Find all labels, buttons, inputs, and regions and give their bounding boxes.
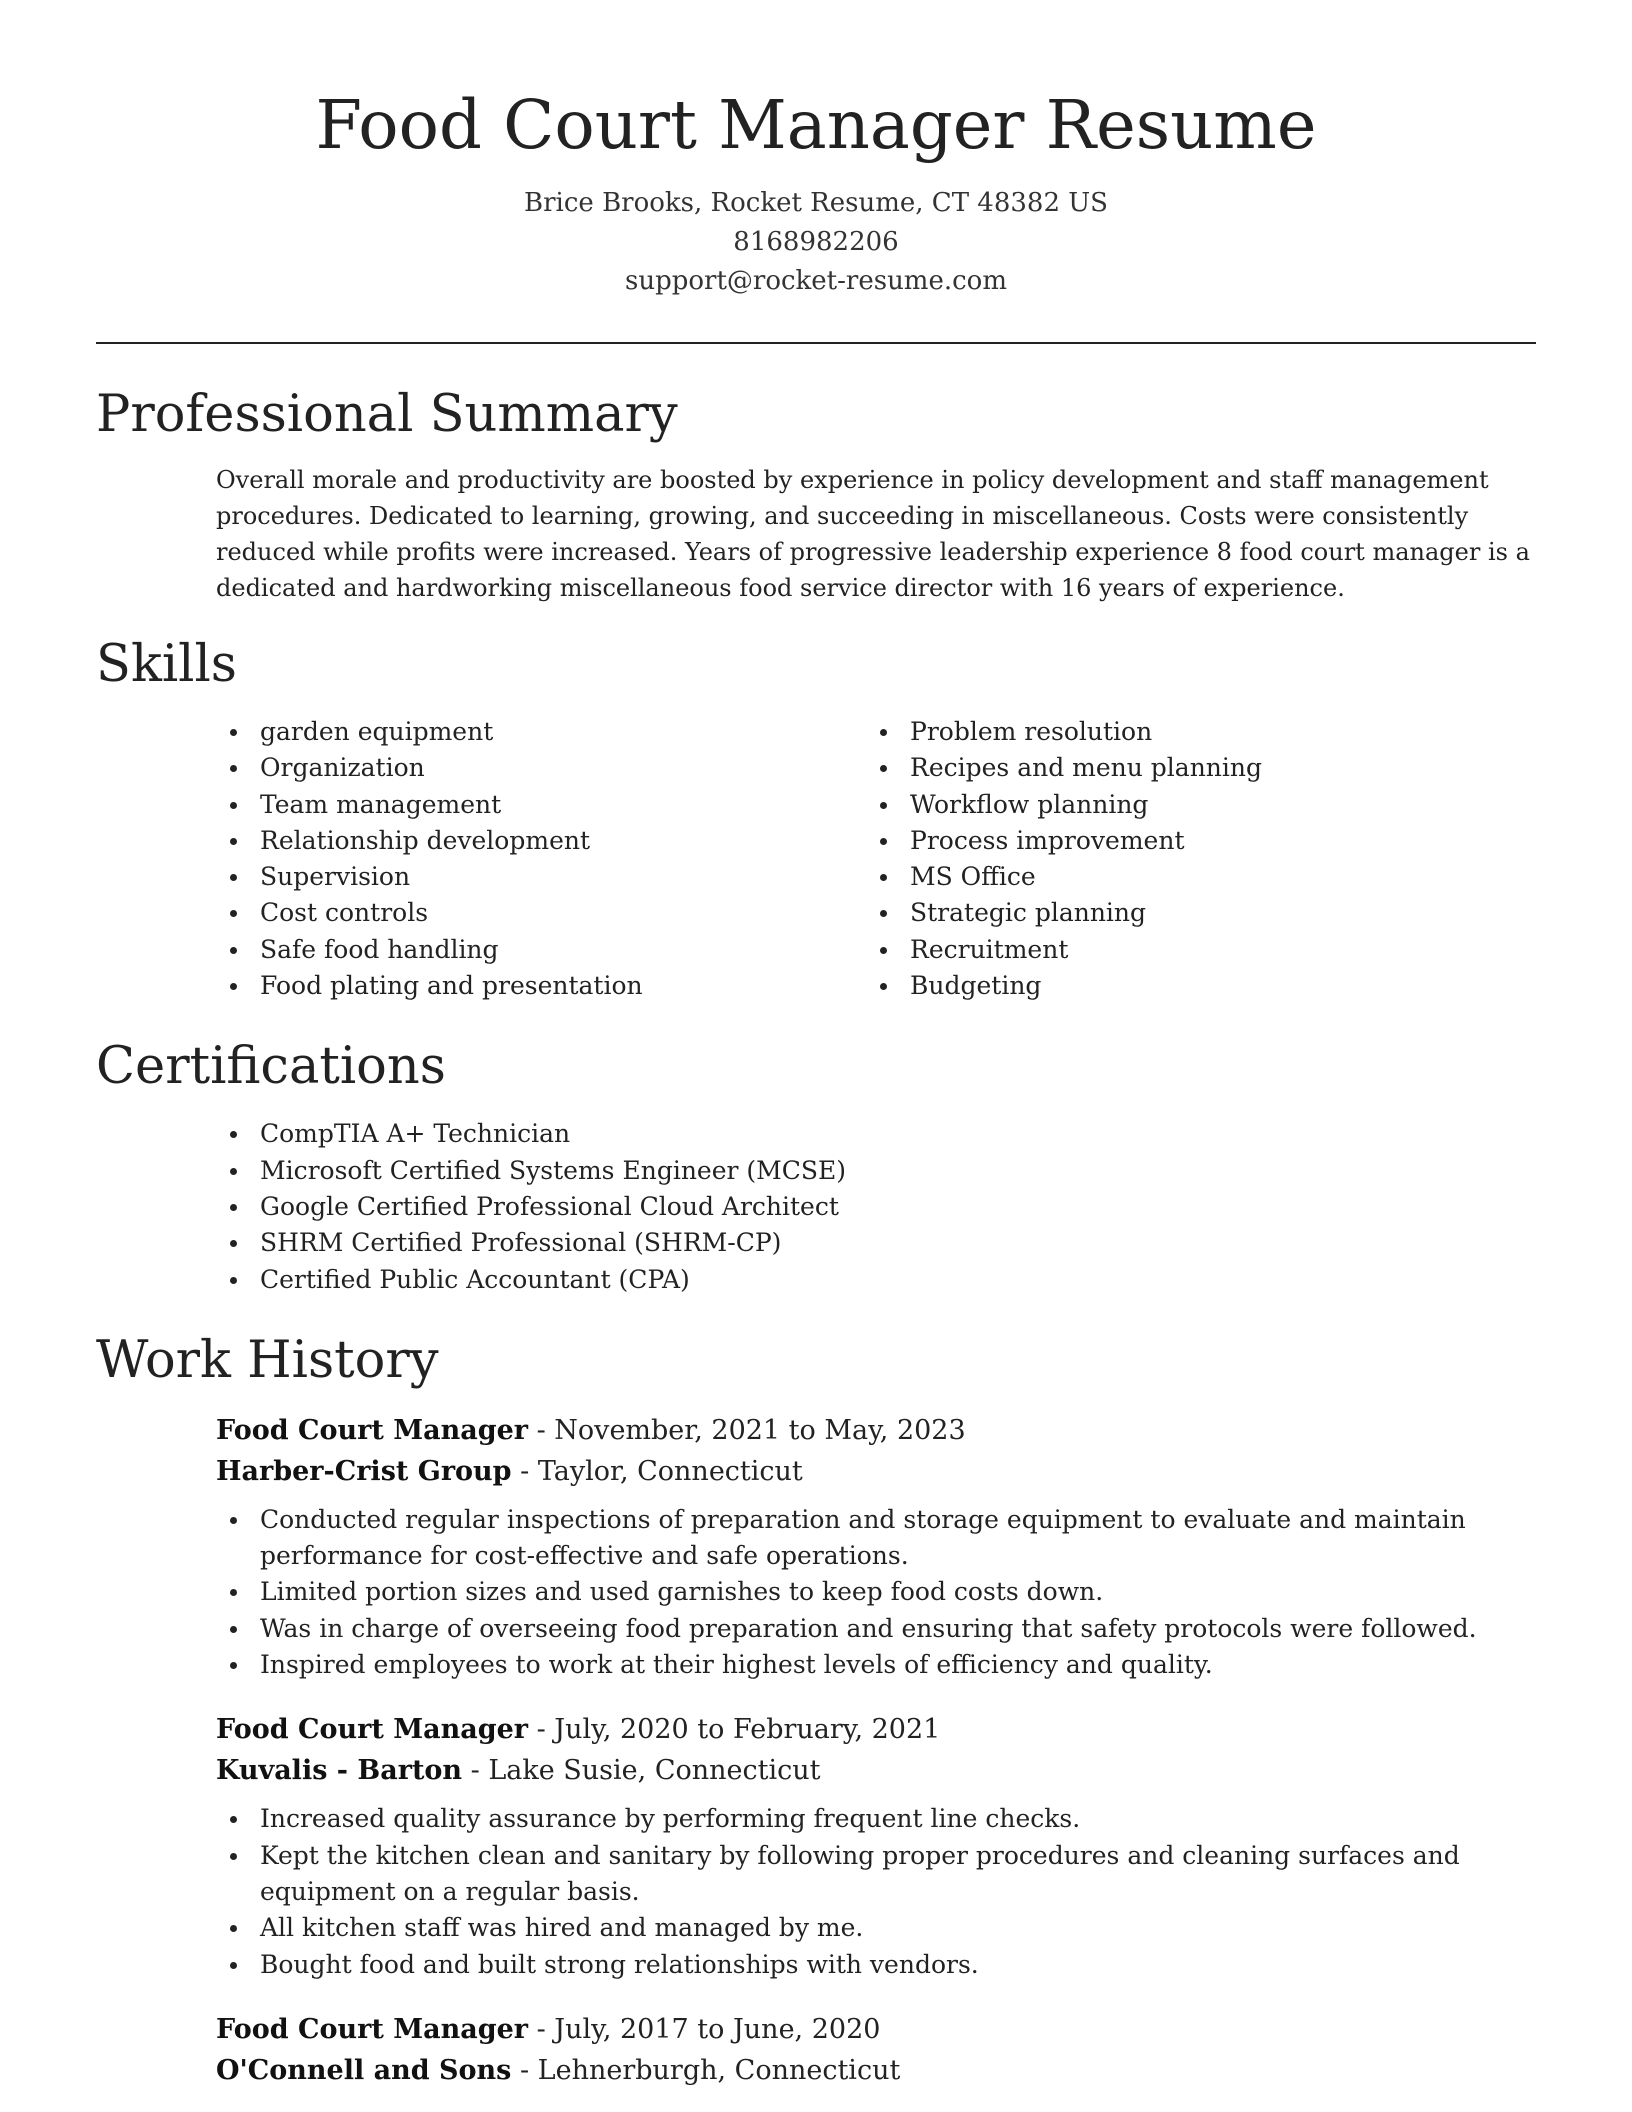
job-bullet: Conducted regular inspections of preparation and storage equipment to evaluate and maintain performance for cost-effective and safe operations.: [216, 1502, 1536, 1575]
certifications-section: [96, 1032, 1536, 1297]
work-history-heading: Work History: [96, 1330, 439, 1390]
skill-item: Process improvement: [866, 823, 1516, 859]
job-company: Kuvalis - Barton: [216, 1755, 463, 1787]
skill-item: Team management: [216, 787, 866, 823]
job-entry: [216, 1709, 1536, 1982]
summary-section: [96, 380, 1536, 606]
skill-item: Recipes and menu planning: [866, 750, 1516, 786]
job-company-line: [216, 1451, 1536, 1492]
job-title-line: [216, 1709, 1536, 1750]
job-location: - Lake Susie, Connecticut: [462, 1755, 821, 1787]
contact-block: [0, 184, 1632, 301]
job-company-line: [216, 2050, 1536, 2091]
skill-item: Workflow planning: [866, 787, 1516, 823]
job-list: [96, 1410, 1536, 2091]
skill-item: Supervision: [216, 859, 866, 895]
skills-section: [96, 630, 1536, 1004]
resume-title: Food Court Manager Resume: [315, 86, 1317, 164]
skill-item: Relationship development: [216, 823, 866, 859]
skill-item: Food plating and presentation: [216, 968, 866, 1004]
skills-list-right: [866, 714, 1516, 1004]
skill-item: garden equipment: [216, 714, 866, 750]
job-dates: - July, 2020 to February, 2021: [528, 1714, 941, 1746]
job-company: Harber-Crist Group: [216, 1455, 512, 1487]
job-location: - Taylor, Connecticut: [511, 1455, 803, 1487]
certification-item: CompTIA A+ Technician: [216, 1116, 1536, 1152]
job-title: Food Court Manager: [216, 2013, 529, 2045]
job-title-line: [216, 1410, 1536, 1451]
resume-body: [96, 380, 1536, 2091]
job-title-line: [216, 2009, 1536, 2050]
job-bullet: Limited portion sizes and used garnishes to keep food costs down.: [216, 1574, 1536, 1610]
contact-email: support@rocket-resume.com: [624, 266, 1007, 296]
certification-item: Google Certified Professional Cloud Architect: [216, 1189, 1536, 1225]
skill-item: Organization: [216, 750, 866, 786]
job-bullet: Bought food and built strong relationships with vendors.: [216, 1947, 1536, 1983]
skill-item: MS Office: [866, 859, 1516, 895]
certification-item: SHRM Certified Professional (SHRM-CP): [216, 1225, 1536, 1261]
certification-item: Certified Public Accountant (CPA): [216, 1262, 1536, 1298]
job-bullets: [216, 1502, 1536, 1683]
skill-item: Budgeting: [866, 968, 1516, 1004]
header-divider: [96, 342, 1536, 344]
work-history-section: [96, 1326, 1536, 2091]
job-location: - Lehnerburgh, Connecticut: [511, 2054, 901, 2086]
summary-text: Overall morale and productivity are boosted by experience in policy development and staff management procedures. Dedicated to learning, growing, and succeeding in miscellaneous. Costs were consistently reduced while profits were increased. Years of progressive leadership experience 8 food court manager is a dedicated and hardworking miscellaneous food service director with 16 years of experience.: [216, 466, 1530, 602]
skills-list-left: [216, 714, 866, 1004]
job-bullet: Inspired employees to work at their highest levels of efficiency and quality.: [216, 1647, 1536, 1683]
job-title: Food Court Manager: [216, 1414, 529, 1446]
job-entry: [216, 1410, 1536, 1683]
job-dates: - July, 2017 to June, 2020: [528, 2013, 881, 2045]
job-company-line: [216, 1750, 1536, 1791]
skills-heading: Skills: [96, 635, 237, 694]
job-company: O'Connell and Sons: [216, 2054, 512, 2086]
job-bullet: Was in charge of overseeing food preparation and ensuring that safety protocols were followed.: [216, 1611, 1536, 1647]
job-bullet: Kept the kitchen clean and sanitary by following proper procedures and cleaning surfaces and equipment on a regular basis.: [216, 1838, 1536, 1911]
contact-address: Brice Brooks, Rocket Resume, CT 48382 US: [524, 188, 1108, 218]
summary-heading: Professional Summary: [96, 385, 678, 444]
certification-item: Microsoft Certified Systems Engineer (MCSE): [216, 1153, 1536, 1189]
job-bullets: [216, 1801, 1536, 1982]
job-dates: - November, 2021 to May, 2023: [528, 1414, 966, 1446]
skill-item: Strategic planning: [866, 895, 1516, 931]
job-title: Food Court Manager: [216, 1714, 529, 1746]
job-entry: [216, 2009, 1536, 2091]
skill-item: Cost controls: [216, 895, 866, 931]
contact-phone: 8168982206: [733, 227, 899, 257]
resume-header: [0, 0, 1632, 301]
job-bullet: All kitchen staff was hired and managed by me.: [216, 1910, 1536, 1946]
skill-item: Recruitment: [866, 932, 1516, 968]
skill-item: Problem resolution: [866, 714, 1516, 750]
job-bullet: Increased quality assurance by performing frequent line checks.: [216, 1801, 1536, 1837]
skills-columns: [216, 714, 1536, 1004]
skill-item: Safe food handling: [216, 932, 866, 968]
certifications-heading: Certifications: [96, 1037, 446, 1097]
certifications-list: [216, 1116, 1536, 1297]
